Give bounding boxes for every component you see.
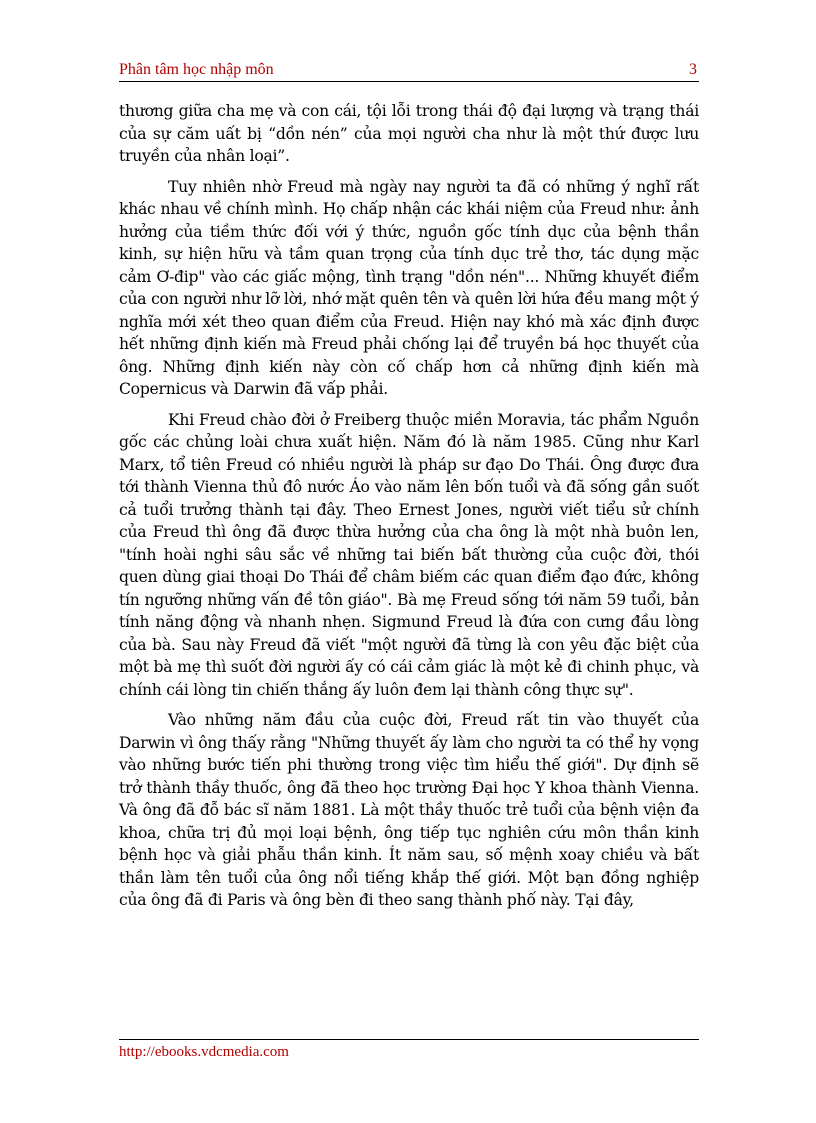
page-body [119, 100, 699, 920]
page-footer [119, 1039, 699, 1061]
page-header [119, 60, 699, 82]
paragraph: Tuy nhiên nhờ Freud mà ngày nay người ta đã có những ý nghĩ rất khác nhau về chính mình. Họ chấp nhận các khái niệm của Freud như: ảnh hưởng của tiềm thức đối với ý thức, nguồn gốc tính dục của bệnh thần kinh, sự hiện hữu và tầm quan trọng của tính dục trẻ thơ, tác dụng mặc cảm Ơ-đip" vào các giấc mộng, tình trạng "dồn nén"... Những khuyết điểm của con người như lỡ lời, nhớ mặt quên tên và quên lời hứa đều mang một ý nghĩa mới xét theo quan điểm của Freud. Hiện nay khó mà xác định được hết những định kiến mà Freud phải chống lại để truyền bá học thuyết của ông. Những định kiến này còn cố chấp hơn cả những định kiến mà Copernicus và Darwin đã vấp phải. [119, 177, 699, 398]
book-title: Phân tâm học nhập môn [119, 61, 274, 78]
paragraph: Vào những năm đầu của cuộc đời, Freud rất tin vào thuyết của Darwin vì ông thấy rằng "Những thuyết ấy làm cho người ta có thể hy vọng vào những bước tiến phi thường trong việc tìm hiểu thế giới". Dự định sẽ trở thành thầy thuốc, ông đã theo học trường Đại học Y khoa thành Vienna. Và ông đã đỗ bác sĩ năm 1881. Là một thầy thuốc trẻ tuổi của bệnh viện đa khoa, chữa trị đủ mọi loại bệnh, ông tiếp tục nghiên cứu môn thần kinh bệnh học và giải phẫu thần kinh. Ít năm sau, số mệnh xoay chiều và bất thần làm tên tuổi của ông nổi tiếng khắp thế giới. Một bạn đồng nghiệp của ông đã đi Paris và ông bèn đi theo sang thành phố này. Tại đây, [119, 711, 699, 909]
paragraph: Khi Freud chào đời ở Freiberg thuộc miền Moravia, tác phẩm Nguồn gốc các chủng loài chưa xuất hiện. Năm đó là năm 1985. Cũng như Karl Marx, tổ tiên Freud có nhiều người là pháp sư đạo Do Thái. Ông được đưa tới thành Vienna thủ đô nước Áo vào năm lên bốn tuổi và đã sống gần suốt cả tuổi trưởng thành tại đây. Theo Ernest Jones, người viết tiểu sử chính của Freud thì ông đã được thừa hưởng của cha ông là một nhà buôn len, "tính hoài nghi sâu sắc về những tai biến bất thường của cuộc đời, thói quen dùng giai thoại Do Thái để châm biếm các quan điểm đạo đức, không tín ngưỡng những vấn đề tôn giáo". Bà mẹ Freud sống tới năm 59 tuổi, bản tính năng động và nhanh nhẹn. Sigmund Freud là đứa con cưng đầu lòng của bà. Sau này Freud đã viết "một người đã từng là con yêu đặc biệt của một bà mẹ thì suốt đời người ấy có cái cảm giác là một kẻ đi chinh phục, và chính cái lòng tin chiến thắng ấy luôn đem lại thành công thực sự". [119, 410, 699, 699]
page-number: 3 [689, 61, 697, 78]
footer-url: http://ebooks.vdcmedia.com [119, 1044, 289, 1060]
paragraph: thương giữa cha mẹ và con cái, tội lỗi trong thái độ đại lượng và trạng thái của sự căm uất bị “dồn nén” của mọi người cha như là một thứ được lưu truyền của nhân loại”. [119, 102, 699, 165]
